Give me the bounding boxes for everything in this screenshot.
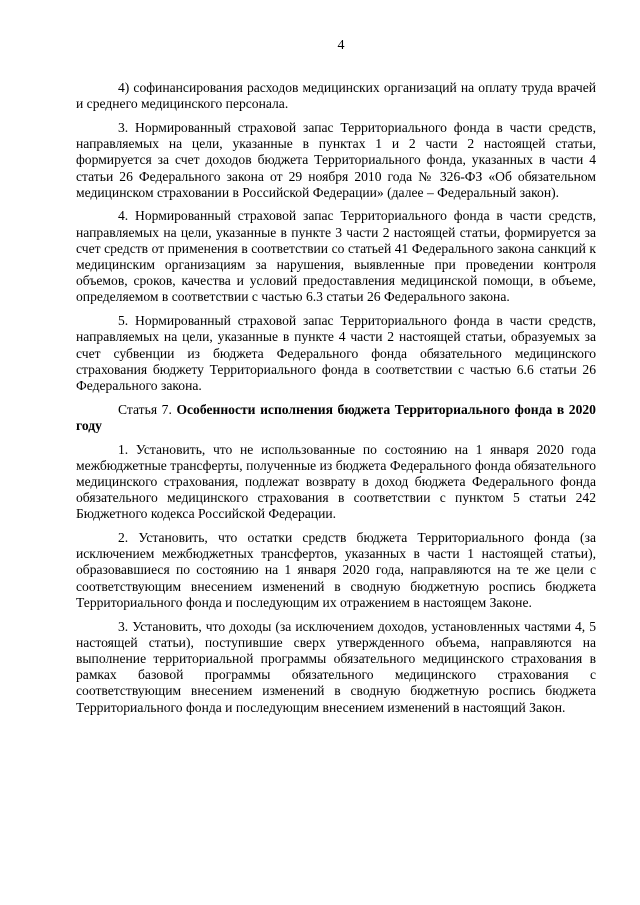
paragraph-financing: 4) софинансирования расходов медицинских организаций на оплату труда врачей и среднего медицинского персонала. bbox=[76, 80, 596, 112]
article-paragraph-3: 3. Установить, что доходы (за исключением доходов, установленных частями 4, 5 настоящей статьи), поступившие сверх утвержденного объема, направляются на выполнение территориальной программы обязательного медицинского страхования в рамках базовой программы обязательного медицинского страхования с соответствующим внесением изменений в сводную бюджетную роспись бюджета Территориального фонда и последующим внесением изменений в настоящий Закон. bbox=[76, 618, 596, 715]
paragraph-reserve-5: 5. Нормированный страховой запас Территориального фонда в части средств, направляемых на цели, указанные в пункте 4 части 2 настоящей статьи, образуемых за счет субвенции из бюджета Федерального фонда обязательного медицинского страхования бюджету Территориального фонда в соответствии с частью 6.6 статьи 26 Федерального закона. bbox=[76, 313, 596, 393]
paragraph-reserve-4: 4. Нормированный страховой запас Территориального фонда в части средств, направляемых на цели, указанные в пункте 3 части 2 настоящей статьи, формируется за счет средств от применения в соответствии со статьей 41 Федерального закона санкций к медицинским организациям за нарушения, выявленные при проведении контроля объемов, сроков, качества и условий предоставления медицинской помощи, в объеме, определяемом в соответствии с частью 6.3 статьи 26 Федерального закона. bbox=[76, 208, 596, 305]
paragraph-reserve-3: 3. Нормированный страховой запас Территориального фонда в части средств, направляемых на цели, указанные в пунктах 1 и 2 части 2 настоящей статьи, формируется за счет доходов бюджета Территориального фонда, указанных в части 4 статьи 26 Федерального закона от 29 ноября 2010 года № 326-ФЗ «Об обязательном медицинском страховании в Российской Федерации» (далее – Федеральный закон). bbox=[76, 119, 596, 200]
article-paragraph-1: 1. Установить, что не использованные по состоянию на 1 января 2020 года межбюджетные трансферты, полученные из бюджета Федерального фонда обязательного медицинского страхования, подлежат возврату в доход бюджета Федерального фонда обязательного медицинского страхования в соответствии с пунктом 5 статьи 242 Бюджетного кодекса Российской Федерации. bbox=[76, 441, 596, 522]
article-label: Статья 7. bbox=[118, 401, 172, 417]
article-title: Особенности исполнения бюджета Территориального фонда в 2020 году bbox=[76, 401, 596, 433]
article-paragraph-2: 2. Установить, что остатки средств бюджета Территориального фонда (за исключением межбюджетных трансфертов, указанных в части 1 настоящей статьи), образовавшиеся по состоянию на 1 января 2020 года, направляются на те же цели с соответствующим внесением изменений в сводную бюджетную роспись бюджета Территориального фонда и последующим их отражением в настоящем Законе. bbox=[76, 530, 596, 610]
page-number: 4 bbox=[337, 38, 345, 53]
article-heading bbox=[76, 402, 596, 434]
